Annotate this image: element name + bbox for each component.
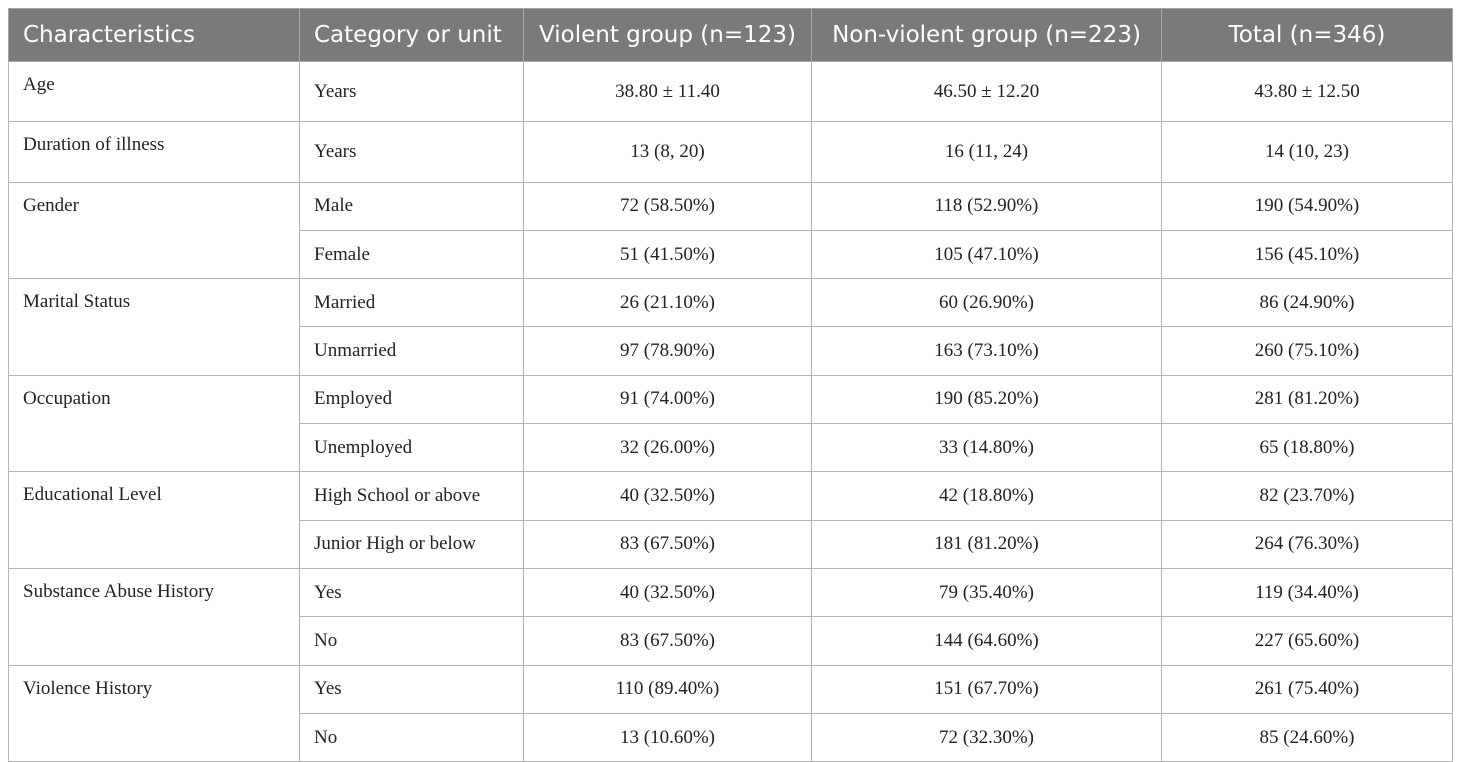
characteristics-table [8, 8, 1453, 762]
violent-group-cell: 32 (26.00%) [524, 424, 812, 472]
total-cell: 43.80 ± 12.50 [1162, 62, 1453, 122]
total-cell: 82 (23.70%) [1162, 472, 1453, 520]
violent-group-cell: 40 (32.50%) [524, 472, 812, 520]
violent-group-cell: 110 (89.40%) [524, 665, 812, 713]
category-cell: Years [300, 122, 524, 182]
header-characteristics: Characteristics [9, 9, 300, 62]
nonviolent-group-cell: 118 (52.90%) [812, 182, 1162, 230]
total-cell: 281 (81.20%) [1162, 375, 1453, 423]
category-cell: No [300, 617, 524, 665]
category-cell: Junior High or below [300, 520, 524, 568]
nonviolent-group-cell: 151 (67.70%) [812, 665, 1162, 713]
characteristic-label: Educational Level [9, 472, 300, 569]
violent-group-cell: 72 (58.50%) [524, 182, 812, 230]
violent-group-cell: 38.80 ± 11.40 [524, 62, 812, 122]
category-cell: Yes [300, 568, 524, 616]
total-cell: 264 (76.30%) [1162, 520, 1453, 568]
nonviolent-group-cell: 42 (18.80%) [812, 472, 1162, 520]
table-row [9, 182, 1453, 230]
violent-group-cell: 26 (21.10%) [524, 279, 812, 327]
header-total: Total (n=346) [1162, 9, 1453, 62]
table-row [9, 472, 1453, 520]
characteristic-label: Violence History [9, 665, 300, 762]
nonviolent-group-cell: 144 (64.60%) [812, 617, 1162, 665]
nonviolent-group-cell: 181 (81.20%) [812, 520, 1162, 568]
category-cell: No [300, 713, 524, 761]
nonviolent-group-cell: 33 (14.80%) [812, 424, 1162, 472]
violent-group-cell: 83 (67.50%) [524, 617, 812, 665]
category-cell: Female [300, 230, 524, 278]
category-cell: Male [300, 182, 524, 230]
header-nonviolent-group: Non-violent group (n=223) [812, 9, 1162, 62]
violent-group-cell: 51 (41.50%) [524, 230, 812, 278]
table-header [9, 9, 1453, 62]
header-violent-group: Violent group (n=123) [524, 9, 812, 62]
table-row [9, 62, 1453, 122]
total-cell: 65 (18.80%) [1162, 424, 1453, 472]
total-cell: 227 (65.60%) [1162, 617, 1453, 665]
characteristic-label: Marital Status [9, 279, 300, 376]
total-cell: 261 (75.40%) [1162, 665, 1453, 713]
category-cell: Unmarried [300, 327, 524, 375]
violent-group-cell: 13 (10.60%) [524, 713, 812, 761]
nonviolent-group-cell: 190 (85.20%) [812, 375, 1162, 423]
total-cell: 156 (45.10%) [1162, 230, 1453, 278]
total-cell: 119 (34.40%) [1162, 568, 1453, 616]
table-row [9, 279, 1453, 327]
category-cell: Employed [300, 375, 524, 423]
total-cell: 260 (75.10%) [1162, 327, 1453, 375]
category-cell: Years [300, 62, 524, 122]
total-cell: 85 (24.60%) [1162, 713, 1453, 761]
violent-group-cell: 83 (67.50%) [524, 520, 812, 568]
nonviolent-group-cell: 79 (35.40%) [812, 568, 1162, 616]
nonviolent-group-cell: 60 (26.90%) [812, 279, 1162, 327]
characteristic-label: Duration of illness [9, 122, 300, 182]
table-row [9, 665, 1453, 713]
characteristic-label: Age [9, 62, 300, 122]
nonviolent-group-cell: 163 (73.10%) [812, 327, 1162, 375]
category-cell: High School or above [300, 472, 524, 520]
violent-group-cell: 97 (78.90%) [524, 327, 812, 375]
category-cell: Unemployed [300, 424, 524, 472]
nonviolent-group-cell: 72 (32.30%) [812, 713, 1162, 761]
table-body [9, 62, 1453, 762]
table-row [9, 375, 1453, 423]
characteristic-label: Gender [9, 182, 300, 279]
table-row [9, 568, 1453, 616]
header-category: Category or unit [300, 9, 524, 62]
header-row [9, 9, 1453, 62]
violent-group-cell: 13 (8, 20) [524, 122, 812, 182]
violent-group-cell: 40 (32.50%) [524, 568, 812, 616]
nonviolent-group-cell: 16 (11, 24) [812, 122, 1162, 182]
total-cell: 86 (24.90%) [1162, 279, 1453, 327]
characteristic-label: Substance Abuse History [9, 568, 300, 665]
category-cell: Married [300, 279, 524, 327]
nonviolent-group-cell: 105 (47.10%) [812, 230, 1162, 278]
nonviolent-group-cell: 46.50 ± 12.20 [812, 62, 1162, 122]
table-row [9, 122, 1453, 182]
category-cell: Yes [300, 665, 524, 713]
total-cell: 190 (54.90%) [1162, 182, 1453, 230]
total-cell: 14 (10, 23) [1162, 122, 1453, 182]
characteristic-label: Occupation [9, 375, 300, 472]
violent-group-cell: 91 (74.00%) [524, 375, 812, 423]
